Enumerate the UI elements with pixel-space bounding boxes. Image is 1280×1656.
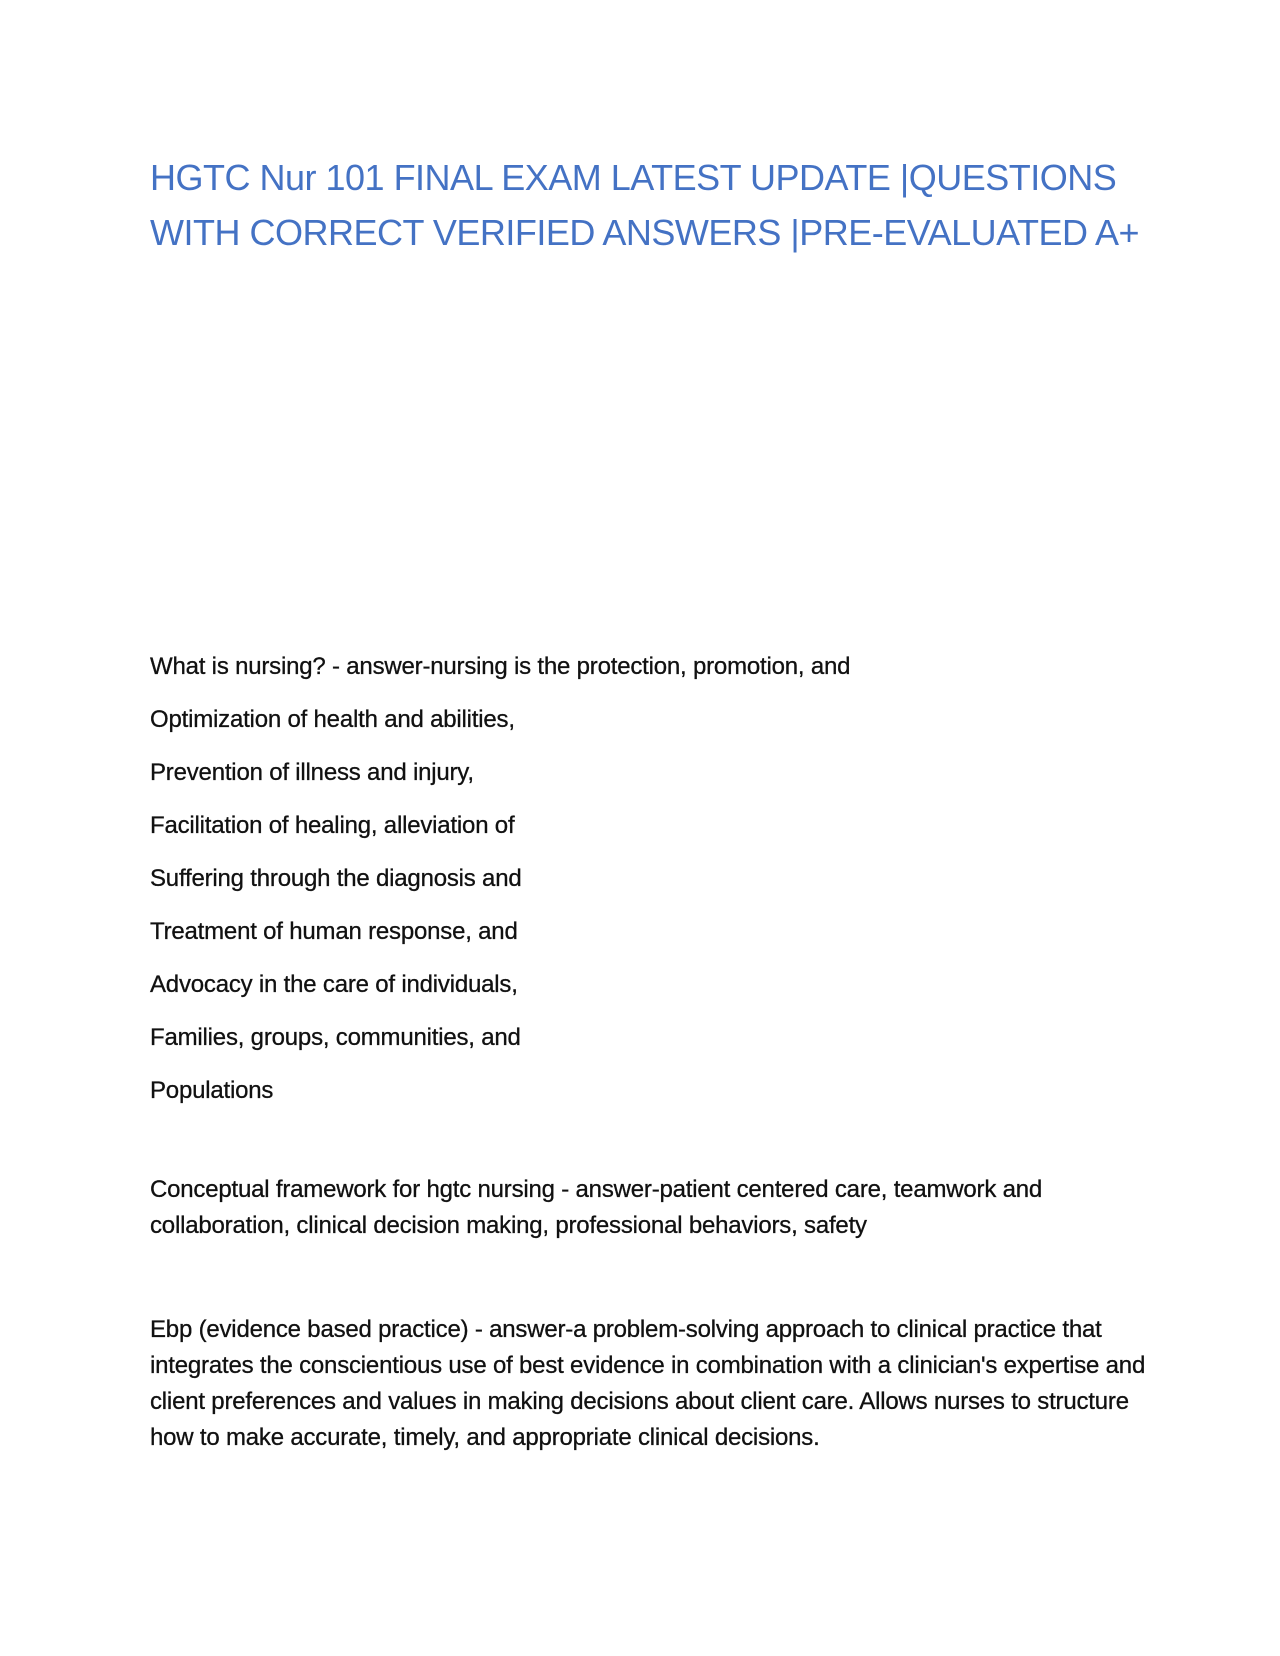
title-line: HGTC Nur 101 FINAL EXAM LATEST UPDATE |QUESTIONS — [150, 157, 1117, 198]
question-evidence-based-practice: Ebp (evidence based practice) - answer-a problem-solving approach to clinical practice that integrates the conscientious use of best evidence in combination with a clinician's expertise and client preferences and values in making decisions about client care. Allows nurses to structure how to make accurate, timely, and appropriate clinical decisions. — [150, 1316, 1146, 1451]
question-conceptual-framework: Conceptual framework for hgtc nursing - answer-patient centered care, teamwork and collaboration, clinical decision making, professional behaviors, safety — [150, 1176, 1043, 1239]
answer-line: What is nursing? - answer-nursing is the protection, promotion, and — [150, 653, 851, 680]
answer-line: Facilitation of healing, alleviation of — [150, 812, 515, 839]
answer-line: Populations — [150, 1077, 274, 1104]
title-line: WITH CORRECT VERIFIED ANSWERS |PRE-EVALUATED A+ — [150, 212, 1140, 253]
answer-line: Treatment of human response, and — [150, 918, 518, 945]
answer-line: Families, groups, communities, and — [150, 1024, 521, 1051]
answer-line: Suffering through the diagnosis and — [150, 865, 522, 892]
document-title — [150, 150, 1150, 260]
question-nursing-definition — [150, 640, 1150, 1117]
answer-line: Optimization of health and abilities, — [150, 706, 515, 733]
answer-line: Advocacy in the care of individuals, — [150, 971, 518, 998]
answer-line: Prevention of illness and injury, — [150, 759, 474, 786]
